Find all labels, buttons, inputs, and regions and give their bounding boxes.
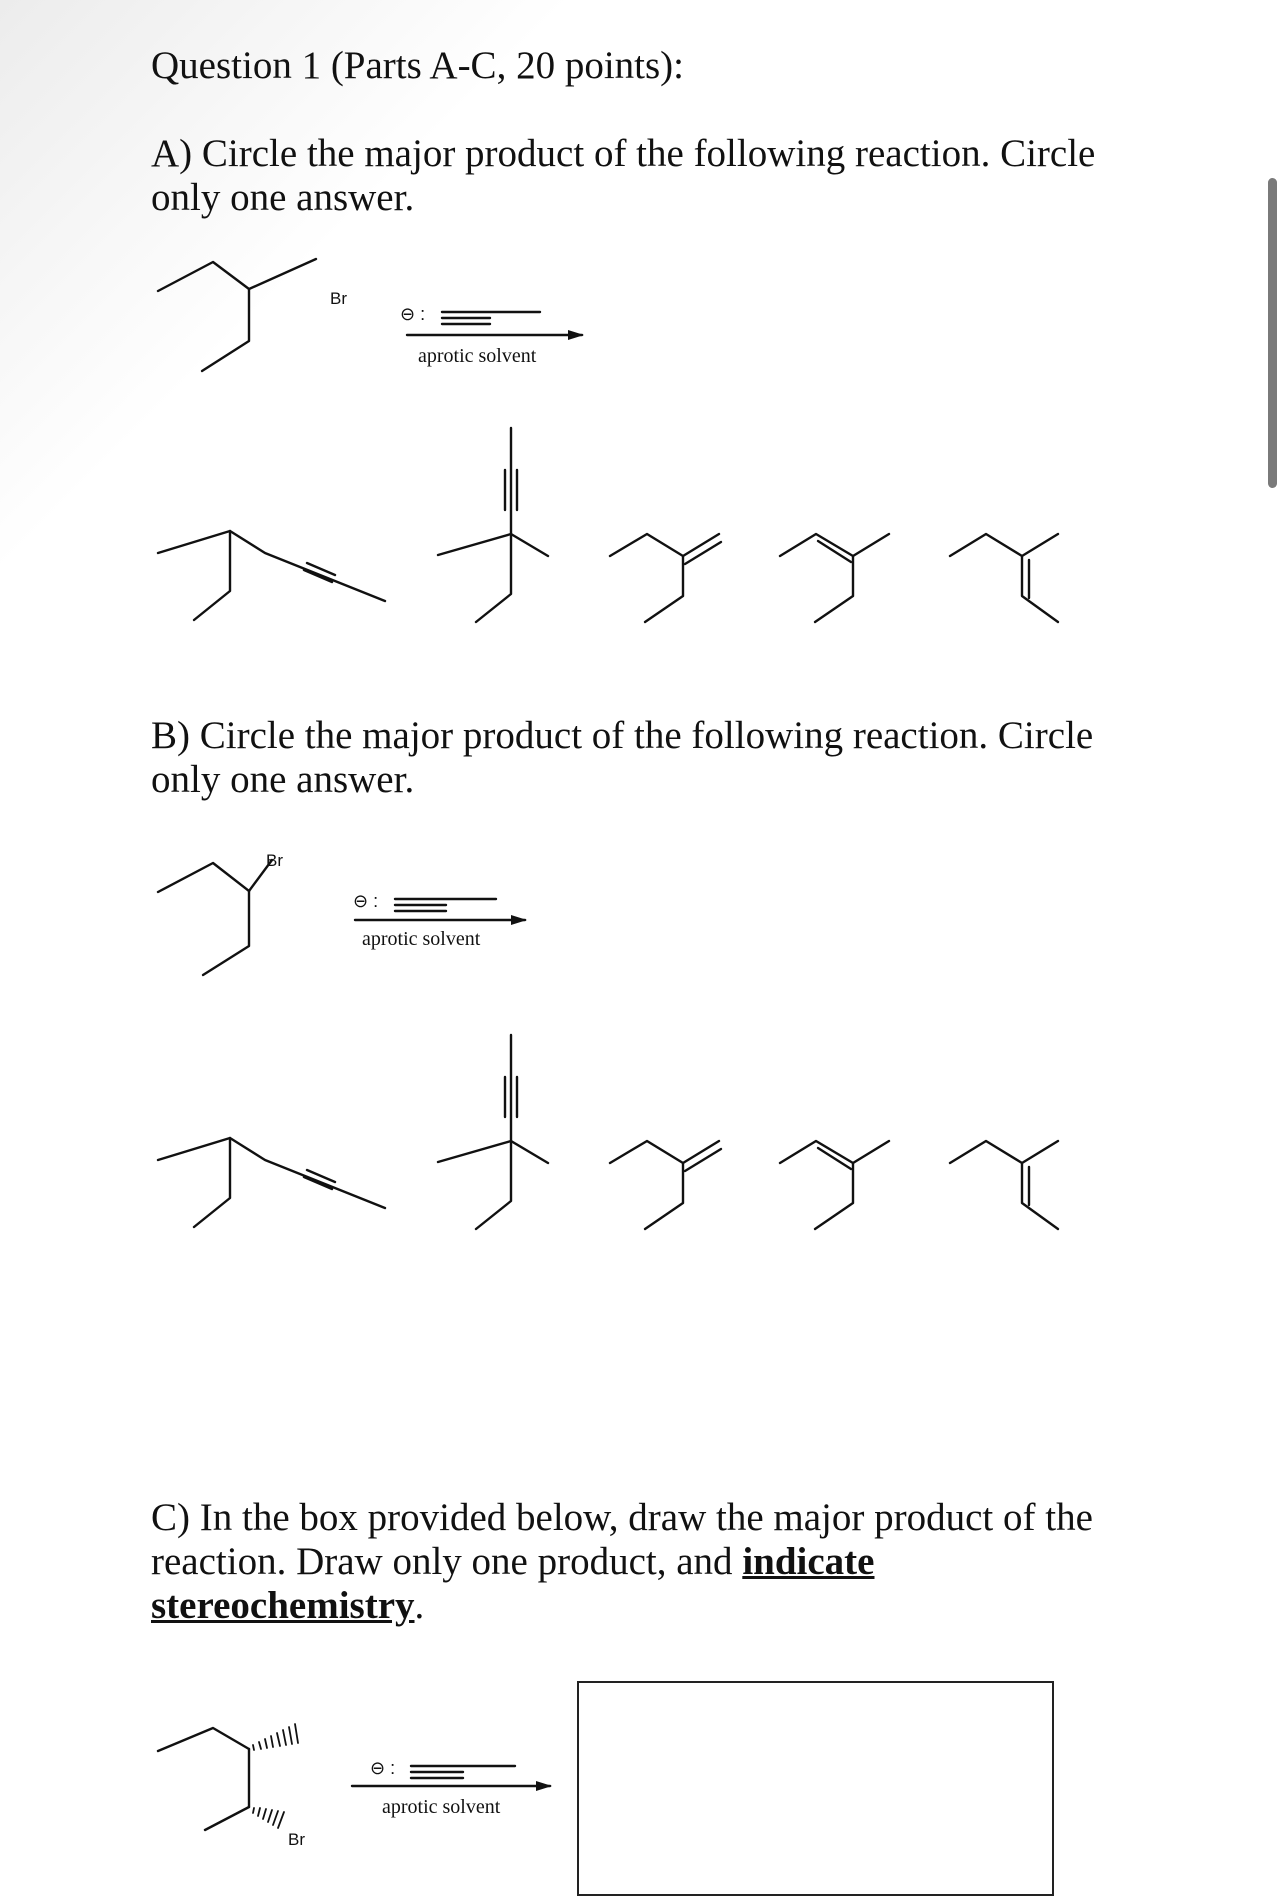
- question-title: Question 1 (Parts A-C, 20 points):: [151, 44, 684, 87]
- part-c-reactant: [158, 1724, 305, 1849]
- part-c-hashed-wedge-top: [253, 1724, 298, 1750]
- part-b-choice-3: [610, 1141, 721, 1229]
- part-b-choice-1: [158, 1138, 385, 1227]
- part-c-reagent-arrow: [352, 1758, 552, 1818]
- part-b-choice-4: [780, 1141, 889, 1229]
- part-b-prompt: B) Circle the major product of the following reaction. Circle only one answer.: [151, 714, 1094, 801]
- part-a-condition: aprotic solvent: [418, 345, 537, 367]
- part-c-hashed-wedge-bottom: [253, 1808, 284, 1828]
- vertical-scrollbar[interactable]: [1268, 178, 1277, 488]
- part-c-prompt-end: .: [414, 1584, 425, 1627]
- part-a-reagent-anion: ⊖ :: [400, 304, 426, 324]
- part-a-choice-1: [158, 531, 385, 620]
- part-a-choice-5: [950, 534, 1058, 622]
- part-b-condition: aprotic solvent: [362, 928, 481, 950]
- part-c-leaving-group: Br: [288, 1830, 305, 1849]
- part-a-leaving-group: Br: [330, 289, 347, 308]
- part-a-choice-4: [780, 534, 889, 622]
- part-b-choices: [158, 1035, 1058, 1229]
- part-c-answer-box[interactable]: [577, 1681, 1054, 1896]
- part-a-choice-2: [438, 428, 548, 622]
- part-a-choices: [158, 428, 1058, 622]
- part-a-reagent-arrow: [400, 304, 584, 367]
- part-c-prompt-start: C) In the box provided below, draw the major product of the reaction. Draw only one product, and: [151, 1496, 1093, 1583]
- part-a-prompt: A) Circle the major product of the following reaction. Circle only one answer.: [151, 132, 1096, 219]
- part-a-choice-3: [610, 534, 721, 622]
- part-b-choice-2: [438, 1035, 548, 1229]
- part-c-condition: aprotic solvent: [382, 1796, 501, 1818]
- part-b-reactant: [158, 851, 283, 975]
- part-c-prompt-emphasis: indicate stereochemistry: [151, 1540, 875, 1627]
- part-c-reagent-anion: ⊖ :: [370, 1758, 396, 1778]
- part-b-reagent-arrow: [353, 891, 527, 950]
- part-a-reactant: [158, 259, 347, 371]
- part-b-reagent-anion: ⊖ :: [353, 891, 379, 911]
- part-b-choice-5: [950, 1141, 1058, 1229]
- part-b-leaving-group: Br: [266, 851, 283, 870]
